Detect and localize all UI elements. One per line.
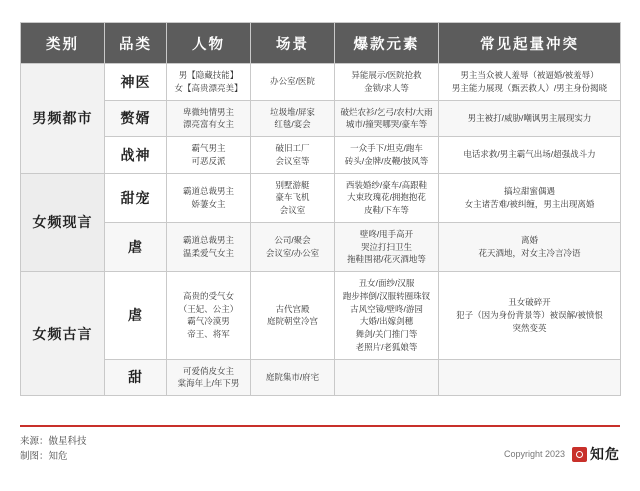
elements-cell-2-0 <box>335 272 439 360</box>
table-row <box>21 272 621 360</box>
text-line: 离婚 <box>520 235 538 246</box>
text-line: 温柔爱气女主 <box>182 247 234 258</box>
text-line: 娇萋女主 <box>191 198 226 209</box>
category-label-2: 女频古言 <box>21 272 105 396</box>
scene-cell-2-0 <box>251 272 335 360</box>
text-line: 棠海年上/年下男 <box>177 378 240 389</box>
footer-divider <box>20 425 620 427</box>
person-cell-0-0 <box>167 64 251 101</box>
person-cell-2-1 <box>167 359 251 396</box>
text-line: 会议室 <box>279 205 306 215</box>
person-cell-1-1 <box>167 222 251 271</box>
elements-cell-0-2 <box>335 137 439 174</box>
table-row <box>21 173 621 222</box>
kind-label-1-1: 虐 <box>105 222 167 271</box>
category-label-0: 男频都市 <box>21 64 105 174</box>
kind-label-0-2: 战神 <box>105 137 167 174</box>
brand-mark-icon <box>572 447 587 462</box>
kind-label-0-1: 赘婿 <box>105 100 167 137</box>
column-header-kind: 品类 <box>105 23 167 64</box>
text-line: 突然变英 <box>512 322 547 333</box>
text-line: 公司/聚会 <box>274 235 311 246</box>
text-line: 红毯/宴会 <box>274 119 311 130</box>
text-line: 垃圾堆/屏家 <box>270 106 315 117</box>
footer-content <box>20 434 620 464</box>
text-line: 壁咚/甩手高开 <box>359 228 414 239</box>
text-line: 别墅游艇 <box>275 179 310 190</box>
table-header <box>21 23 621 64</box>
text-line: 庭院朝堂冷宫 <box>266 316 318 327</box>
made-by-text: 制图：知危 <box>20 451 68 463</box>
text-line: 可爱俏皮女主 <box>182 365 234 376</box>
text-line: 皮鞋/下车等 <box>364 205 409 215</box>
elements-cell-1-0 <box>335 173 439 222</box>
text-line: 霸道总裁男主 <box>182 185 234 196</box>
source-block <box>20 434 87 464</box>
conflict-cell-0-0 <box>439 64 621 101</box>
text-line: 丑女破碎开 <box>508 297 551 308</box>
text-line: 电话求救/男主霸气出场/超强战斗力 <box>463 149 596 160</box>
text-line: 可恶反派 <box>191 155 226 166</box>
elements-cell-0-0 <box>335 64 439 101</box>
category-label-1: 女频现言 <box>21 173 105 272</box>
conflict-cell-2-0 <box>439 272 621 360</box>
text-line: 大婚/出嫁剑穗 <box>359 316 414 327</box>
text-line: 破旧工厂 <box>275 143 310 153</box>
copyright-text: Copyright 2023 <box>503 449 565 460</box>
text-line: 男主被打/威胁/嘲讽男主展现实力 <box>467 112 592 123</box>
conflict-cell-1-0 <box>439 173 621 222</box>
text-line: 砖头/金牌/皮鞭/披风等 <box>344 155 429 166</box>
conflict-cell-0-1 <box>439 100 621 137</box>
source-text: 来源：傲星科技 <box>20 436 87 447</box>
text-line: 女【高贵漂亮美】 <box>174 82 243 93</box>
text-line: 帝王、将军 <box>187 329 230 339</box>
text-line: 豪车飞机 <box>275 192 310 203</box>
text-line: 古风空镜/壁咚/游园 <box>350 303 423 314</box>
conflict-cell-0-2 <box>439 137 621 174</box>
table-row <box>21 137 621 174</box>
text-line: 一众手下/坦克/跑车 <box>350 143 423 153</box>
text-line: 庭院集市/府宅 <box>265 371 320 382</box>
person-cell-1-0 <box>167 173 251 222</box>
text-line: 拖鞋围裙/花灭酒地等 <box>347 254 426 265</box>
text-line: 漂亮富有女主 <box>182 119 234 130</box>
conflict-cell-1-1 <box>439 222 621 271</box>
text-line: 破烂农衫/乞弓/农村/大雨 <box>340 106 433 117</box>
conflict-cell-2-1 <box>439 359 621 396</box>
table-row <box>21 222 621 271</box>
scene-cell-0-0 <box>251 64 335 101</box>
text-line: 古代宫殿 <box>275 303 310 314</box>
text-line: 舞剑/关门推门等 <box>355 329 418 339</box>
text-line: （王妃、公主） <box>178 303 239 314</box>
text-line: 女主诸苦难/被纠缠，男主出现离婚 <box>464 198 595 209</box>
scene-cell-2-1 <box>251 359 335 396</box>
text-line: 霸道总裁男主 <box>182 235 234 246</box>
kind-label-0-0: 神医 <box>105 64 167 101</box>
scene-cell-0-1 <box>251 100 335 137</box>
person-cell-0-1 <box>167 100 251 137</box>
footer <box>20 425 620 481</box>
column-header-conflict: 常见起量冲突 <box>439 23 621 64</box>
text-line: 办公室/医院 <box>270 76 315 87</box>
elements-cell-2-1 <box>335 359 439 396</box>
scene-cell-1-1 <box>251 222 335 271</box>
scene-cell-0-2 <box>251 137 335 174</box>
text-line: 老照片/老狐娘等 <box>355 341 418 352</box>
column-header-person: 人物 <box>167 23 251 64</box>
text-line: 霸气冷漠男 <box>187 316 230 327</box>
text-line: 搞垃甜蜜偶遇 <box>503 185 555 196</box>
content-matrix-table <box>20 22 621 396</box>
brand-logo <box>572 444 620 464</box>
text-line: 跑步摔倒/汉服转圈珠钗 <box>342 290 431 301</box>
text-line: 大束玫瑰花/拥抱抱花 <box>347 192 426 203</box>
text-line: 男主当众被人羞辱（被逼婚/被羞辱） <box>460 70 599 80</box>
elements-cell-0-1 <box>335 100 439 137</box>
text-line: 异能展示/医院抢救 <box>351 70 422 80</box>
table-row <box>21 100 621 137</box>
text-line: 花天酒地，对女主冷言冷语 <box>478 247 581 258</box>
table-row <box>21 359 621 396</box>
column-header-elements: 爆款元素 <box>335 23 439 64</box>
text-line: 城市/撞哭哪哭/豪车等 <box>345 119 428 130</box>
text-line: 哭泣打扫卫生 <box>360 241 412 252</box>
person-cell-2-0 <box>167 272 251 360</box>
text-line: 西装婚纱/豪车/高跟鞋 <box>345 179 428 190</box>
text-line: 男主能力展现（甄丟救人）/男主身份揭晓 <box>451 82 608 93</box>
kind-label-1-0: 甜宠 <box>105 173 167 222</box>
text-line: 丑女/面纱/汉服 <box>358 278 415 288</box>
text-line: 高贵的受气女 <box>182 290 234 301</box>
table-row <box>21 64 621 101</box>
column-header-category: 类别 <box>21 23 105 64</box>
text-line: 霸气男主 <box>191 143 226 153</box>
elements-cell-1-1 <box>335 222 439 271</box>
brand-name: 知危 <box>590 446 620 463</box>
kind-label-2-1: 甜 <box>105 359 167 396</box>
text-line: 犯子（因为身份背景等）被误解/被愤恨 <box>456 309 603 320</box>
copyright-block <box>504 444 620 464</box>
kind-label-2-0: 虐 <box>105 272 167 360</box>
text-line: 金锁/求人等 <box>364 82 409 93</box>
text-line: 会议室/办公室 <box>265 247 320 258</box>
text-line: 会议室等 <box>275 155 310 166</box>
text-line: 卑微纯情男主 <box>182 106 234 117</box>
text-line: 男【隐藏技能】 <box>178 70 239 80</box>
column-header-scene: 场景 <box>251 23 335 64</box>
table-body <box>21 64 621 396</box>
scene-cell-1-0 <box>251 173 335 222</box>
table-header-row <box>21 23 621 64</box>
person-cell-0-2 <box>167 137 251 174</box>
